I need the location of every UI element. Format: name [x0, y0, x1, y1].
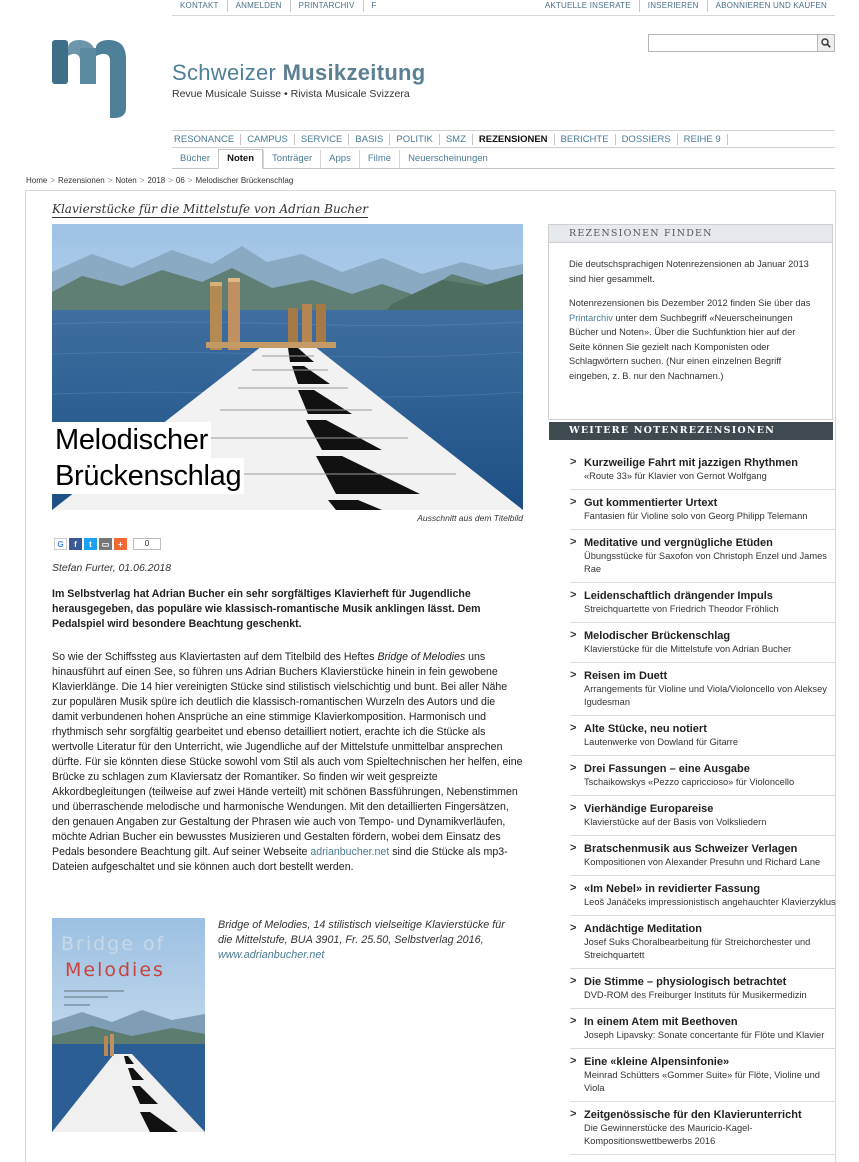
review-title[interactable]: Gut kommentierter Urtext — [584, 497, 718, 509]
chevron-right-icon: > — [570, 1055, 577, 1067]
review-description: Streichquartette von Friedrich Theodor Fröhlich — [584, 604, 779, 614]
nav-politik[interactable]: POLITIK — [389, 134, 438, 145]
link-anmelden[interactable]: ANMELDEN — [227, 0, 290, 12]
tab-neuerscheinungen[interactable]: Neuerscheinungen — [399, 150, 496, 168]
hero-title: Melodischer Brückenschlag — [52, 422, 244, 494]
review-description: Lautenwerke von Dowland für Gitarre — [584, 737, 738, 747]
chevron-right-icon: > — [570, 722, 577, 734]
article-body: So wie der Schiffssteg aus Klaviertasten auf dem Titelbild des Heftes Bridge of Melodies uns hinausführt auf einen See, so führen uns Adrian Buchers Klavierstücke hinein in fein gewobene Klavierklänge. Die 14 hier vereinigten Stücke sind stilistisch vielschichtig und bunt. Bei aller Nähe zur populären Musik spüre ich deutlich die klassisch-romantischen Wurzeln des Autors und die damit verbundenen hohen Ansprüche an eine stimmige Klavierkomposition. Harmonisch und rhythmisch sehr sorgfältig gearbeitet und ebenso detailliert notiert, erachte ich die Stücke als wertvolle Literatur für den Unterricht, wie Jugendliche auf der Mittelstufe unmittelbar ansprechen dürfte. Für sie könnten diese Stücke sowohl vom Stil als auch vom Spieltechnischen her helfen, eine Brücke zu schlagen zum Klaviersatz der Romantiker. So finden wir weit gespreizte Akkordbegleitungen (teilweise auf zwei Hände verteilt) mit schönen Bassführungen, Nebenstimmen und überraschende melodische und harmonische Wendungen. Mit den detaillierten Fingersätzen, den genauen Angaben zur Gestaltung der Phrasen wie auch von Tempo- und Dynamikverläufen, möchte Adrian Bucher ein bewusstes Musizieren und Gestalten fördern, wobei dem Einsatz des Pedals besondere Beachtung gilt. Auf seiner Webseite adrianbucher.net sind die Stücke als mp3-Dateien aufgeschaltet und sie können auch dort bestellt werden. — [52, 651, 523, 873]
image-caption: Ausschnitt aus dem Titelbild — [417, 513, 523, 523]
review-title[interactable]: Alte Stücke, neu notiert — [584, 723, 707, 735]
chevron-right-icon: > — [570, 1108, 577, 1120]
nav-campus[interactable]: CAMPUS — [240, 134, 294, 145]
review-title[interactable]: Die Stimme – physiologisch betrachtet — [584, 976, 787, 988]
site-logo[interactable] — [52, 38, 140, 118]
utility-bar — [172, 0, 835, 14]
review-list-item[interactable] — [570, 842, 836, 876]
facebook-icon[interactable]: f — [69, 538, 82, 550]
tab-apps[interactable]: Apps — [320, 150, 359, 168]
tab-tontraeger[interactable]: Tonträger — [263, 150, 320, 168]
review-list-item[interactable] — [570, 629, 836, 663]
find-reviews-text-2: Notenrezensionen bis Dezember 2012 finden Sie über das Printarchiv unter dem Suchbegriff «Neuerscheinungen Bücher und Noten». Über die Suchfunktion hier auf der Seite können Sie gezielt nach Komponisten oder Schlagwörtern suchen. (Nur einen einzelnen Begriff eingeben, z. B. nur den Nachnamen.) — [569, 298, 811, 381]
nav-service[interactable]: SERVICE — [294, 134, 349, 145]
link-aktuelle-inserate[interactable]: AKTUELLE INSERATE — [544, 1, 631, 10]
review-title[interactable]: Drei Fassungen – eine Ausgabe — [584, 763, 750, 775]
review-description: Arrangements für Violine und Viola/Violoncello von Aleksey Igudesman — [584, 684, 827, 707]
article-kicker: Klavierstücke für die Mittelstufe von Adrian Bucher — [52, 202, 368, 216]
svg-text:Melodies — [65, 959, 165, 981]
divider — [172, 15, 835, 16]
review-list-item[interactable] — [570, 1108, 836, 1155]
chevron-right-icon: > — [570, 496, 577, 508]
review-list-item[interactable] — [570, 496, 836, 530]
review-description: Klavierstücke auf der Basis von Volksliedern — [584, 817, 767, 827]
review-description: Übungsstücke für Saxofon von Christoph Enzel und James Rae — [584, 551, 827, 574]
review-list-item[interactable] — [570, 762, 836, 796]
find-reviews-text-1: Die deutschsprachigen Notenrezensionen ab Januar 2013 sind hier gesammelt. — [569, 259, 809, 284]
review-title[interactable]: Eine «kleine Alpensinfonie» — [584, 1056, 730, 1068]
author-website-link[interactable]: adrianbucher.net — [310, 846, 390, 858]
search-box — [648, 34, 835, 52]
review-description: DVD-ROM des Freiburger Instituts für Musikermedizin — [584, 990, 807, 1000]
article-lead: Im Selbstverlag hat Adrian Bucher ein sehr sorgfältiges Klavierheft für Jugendliche herausgegeben, das populäre wie klassisch-romantische Musik anklingen lässt. Dem Pedalspiel wird besondere Beachtung geschenkt. — [52, 588, 481, 630]
breadcrumb-year[interactable]: 2018 — [147, 176, 166, 185]
site-subtitle: Revue Musicale Suisse • Rivista Musicale Svizzera — [172, 88, 410, 100]
breadcrumb-home[interactable]: Home — [26, 176, 48, 185]
link-printarchiv[interactable]: PRINTARCHIV — [290, 0, 363, 12]
tab-buecher[interactable]: Bücher — [180, 153, 211, 164]
nav-dossiers[interactable]: DOSSIERS — [615, 134, 677, 145]
google-icon[interactable]: G — [54, 538, 67, 550]
review-list-item[interactable] — [570, 882, 836, 916]
review-title[interactable]: Andächtige Meditation — [584, 923, 702, 935]
chevron-right-icon: > — [570, 456, 577, 468]
share-plus-icon[interactable]: + — [114, 538, 127, 550]
review-list-item[interactable] — [570, 536, 836, 583]
review-description: Kompositionen von Alexander Presuhn und Richard Lane — [584, 857, 821, 867]
breadcrumb-current: Melodischer Brückenschlag — [195, 176, 294, 185]
svg-text:Bridge of — [61, 933, 165, 955]
twitter-icon[interactable]: t — [84, 538, 97, 550]
nav-basis[interactable]: BASIS — [348, 134, 389, 145]
share-bar — [54, 538, 161, 550]
nav-rezensionen[interactable]: REZENSIONEN — [472, 134, 554, 145]
print-icon[interactable]: ▭ — [99, 538, 112, 550]
review-title[interactable]: Meditative und vergnügliche Etüden — [584, 537, 773, 549]
review-list-item[interactable] — [570, 722, 836, 756]
review-list-item[interactable] — [570, 802, 836, 836]
link-kontakt[interactable]: KONTAKT — [180, 1, 219, 10]
review-description: Joseph Lipavsky: Sonate concertante für Flöte und Klavier — [584, 1030, 825, 1040]
review-list-item[interactable] — [570, 669, 836, 716]
more-reviews-heading: WEITERE NOTENREZENSIONEN — [549, 422, 833, 440]
review-list-item[interactable] — [570, 1015, 836, 1049]
review-list-item[interactable] — [570, 975, 836, 1009]
hero-image — [52, 224, 523, 510]
nav-smz[interactable]: SMZ — [439, 134, 472, 145]
link-abonnieren[interactable]: ABONNIEREN UND KAUFEN — [707, 0, 835, 12]
cover-title-2: Melodies — [65, 959, 165, 981]
chevron-right-icon: > — [570, 842, 577, 854]
review-description: Tschaikowskys «Pezzo capriccioso» für Violoncello — [584, 777, 795, 787]
review-list-item[interactable] — [570, 1055, 836, 1102]
byline: Stefan Furter, 01.06.2018 — [52, 562, 172, 574]
breadcrumb: Home > Rezensionen > Noten > 2018 > 06 > Melodischer Brückenschlag — [26, 176, 294, 185]
review-title[interactable]: Melodischer Brückenschlag — [584, 630, 731, 642]
book-info: Bridge of Melodies, 14 stilistisch vielseitige Klavierstücke für die Mittelstufe, BUA 3901, Fr. 25.50, Selbstverlag 2016, www.adrianbucher.net — [218, 919, 505, 961]
chevron-right-icon: > — [570, 536, 577, 548]
review-description: Josef Suks Choralbearbeitung für Streichorchester und Streichquartett — [584, 937, 811, 960]
review-list-item[interactable] — [570, 922, 836, 969]
review-title[interactable]: In einem Atem mit Beethoven — [584, 1016, 738, 1028]
chevron-right-icon: > — [570, 589, 577, 601]
review-title[interactable]: Vierhändige Europareise — [584, 803, 714, 815]
breadcrumb-noten[interactable]: Noten — [115, 176, 137, 185]
search-icon[interactable] — [817, 35, 834, 51]
cover-title-1: Bridge of — [61, 933, 166, 955]
book-website-link[interactable]: www.adrianbucher.net — [218, 949, 325, 961]
review-description: «Route 33» für Klavier von Gernot Wolfgang — [584, 471, 767, 481]
printarchiv-link[interactable]: Printarchiv — [569, 312, 613, 323]
review-list-item[interactable] — [570, 456, 836, 490]
search-input[interactable] — [649, 35, 817, 51]
review-title[interactable]: Bratschenmusik aus Schweizer Verlagen — [584, 843, 798, 855]
link-inserieren[interactable]: INSERIEREN — [639, 0, 707, 12]
nav-berichte[interactable]: BERICHTE — [554, 134, 615, 145]
review-title[interactable]: Leidenschaftlich drängender Impuls — [584, 590, 773, 602]
chevron-right-icon: > — [570, 762, 577, 774]
review-list-item[interactable] — [570, 589, 836, 623]
main-nav — [172, 130, 835, 148]
review-description: Klavierstücke für die Mittelstufe von Adrian Bucher — [584, 644, 792, 654]
link-facebook[interactable]: F — [363, 0, 385, 12]
nav-resonance[interactable]: RESONANCE — [174, 133, 235, 145]
book-cover — [52, 918, 205, 1132]
chevron-right-icon: > — [570, 922, 577, 934]
chevron-right-icon: > — [570, 975, 577, 987]
nav-reihe-9[interactable]: REIHE 9 — [677, 134, 728, 145]
logo-mark-icon — [52, 38, 140, 118]
chevron-right-icon: > — [570, 882, 577, 894]
share-count: 0 — [133, 538, 161, 550]
review-description: Meinrad Schütters «Gommer Suite» für Flöte, Violine und Viola — [584, 1070, 820, 1093]
review-description: Fantasien für Violine solo von Georg Philipp Telemann — [584, 511, 808, 521]
review-title[interactable]: Reisen im Duett — [584, 670, 668, 682]
find-reviews-heading: REZENSIONEN FINDEN — [549, 225, 832, 243]
more-reviews-list — [570, 456, 836, 1161]
find-reviews-box — [548, 224, 833, 420]
breadcrumb-month[interactable]: 06 — [175, 176, 185, 185]
review-description: Die Gewinnerstücke des Mauricio-Kagel-Kompositionswettbewerbs 2016 — [584, 1123, 753, 1146]
review-description: Leoš Janáčeks impressionistisch angehauchter Klavierzyklus — [584, 897, 836, 907]
tab-noten[interactable]: Noten — [218, 149, 263, 169]
review-title[interactable]: Kurzweilige Fahrt mit jazzigen Rhythmen — [584, 457, 798, 469]
sub-nav — [172, 149, 835, 169]
review-title[interactable]: Zeitgenössische für den Klavierunterricht — [584, 1109, 802, 1121]
site-title[interactable]: Schweizer Musikzeitung — [172, 60, 426, 85]
chevron-right-icon: > — [570, 802, 577, 814]
review-title[interactable]: «Im Nebel» in revidierter Fassung — [584, 883, 761, 895]
chevron-right-icon: > — [570, 669, 577, 681]
tab-filme[interactable]: Filme — [359, 150, 399, 168]
brand — [172, 60, 426, 100]
chevron-right-icon: > — [570, 1015, 577, 1027]
chevron-right-icon: > — [570, 629, 577, 641]
breadcrumb-rezensionen[interactable]: Rezensionen — [58, 176, 105, 185]
